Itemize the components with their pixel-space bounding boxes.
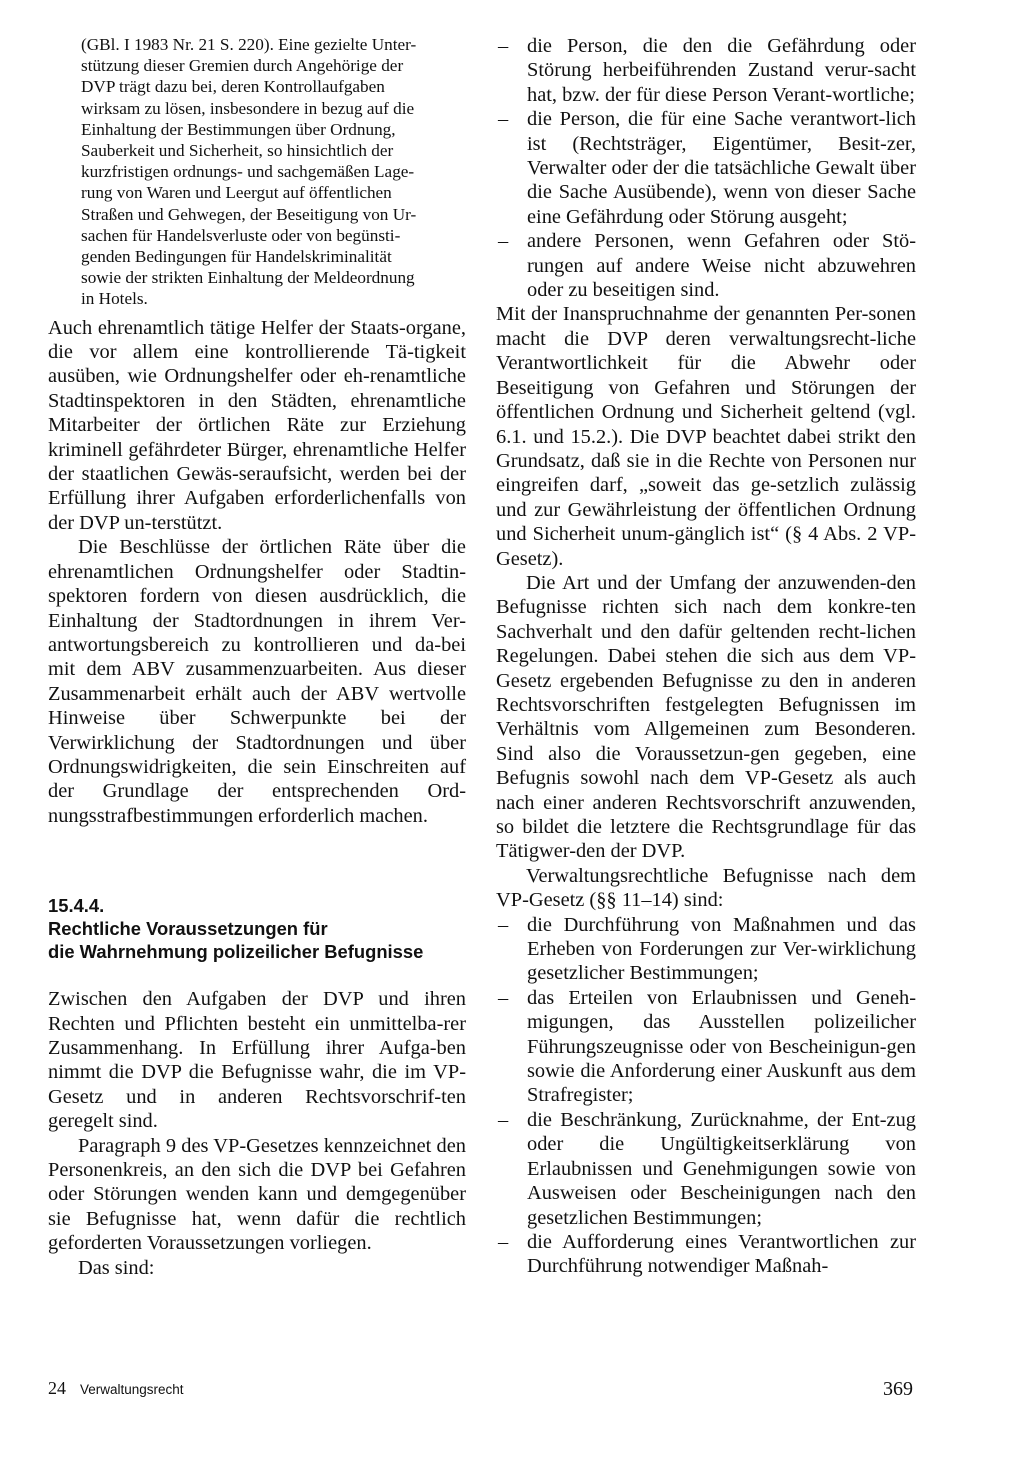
- quote-line: kurzfristigen ordnungs- und sachgemäßen Lage-: [81, 162, 415, 182]
- list-item-text: die Person, die für eine Sache verantwort-lich ist (Rechtsträger, Eigentümer, Besit-zer, Verwalter oder der die tatsächliche Gewalt über die Sache Ausübende), wenn von dieser Sache eine Gefährdung oder Störung ausgeht;: [527, 108, 916, 228]
- dash-bullet: –: [498, 986, 509, 1009]
- section-heading: [48, 894, 466, 963]
- paragraph-aufgaben: Zwischen den Aufgaben der DVP und ihren Rechten und Pflichten besteht ein unmittelba-rer Zusammenhang. In Erfüllung ihrer Aufga-ben nimmt die DVP die Befugnisse wahr, die im VP-Gesetz und in anderen Rechtsvorschrif-ten geregelt sind.: [48, 988, 466, 1133]
- paragraph-das-sind: Das sind:: [78, 1256, 155, 1279]
- quote-line: sachen für Handelsverluste oder von begünsti-: [81, 225, 401, 245]
- quote-line: sowie der strikten Einhaltung der Meldeordnung: [81, 268, 415, 288]
- quote-line: DVP trägt dazu bei, deren Kontrollaufgaben: [81, 77, 385, 97]
- right-column: [496, 34, 916, 1279]
- section-title-line: Rechtliche Voraussetzungen für: [48, 918, 328, 940]
- quote-line: stützung dieser Gremien durch Angehörige der: [81, 56, 404, 76]
- paragraph-helpers: Auch ehrenamtlich tätige Helfer der Staats-organe, die vor allem eine kontrollierende Tä-tigkeit ausüben, wie Ordnungshelfer oder eh-renamtliche Stadtinspektoren in den Städten, ehrenamtliche Mitarbeiter der örtlichen Räte zur Erziehung kriminell gefährdeter Bürger, ehrenamtliche Helfer der staatlichen Gewäs-seraufsicht, werden bei der Erfüllung ihrer Aufgaben erforderlichenfalls von der DVP un-terstützt.: [48, 316, 466, 534]
- list-item-text: die Person, die den die Gefährdung oder Störung herbeiführenden Zustand verur-sacht hat, bzw. der für diese Person Verant-wortliche;: [527, 35, 916, 106]
- befugnisse-list: [496, 913, 916, 1279]
- list-item: [496, 229, 916, 302]
- persons-list: [496, 34, 916, 302]
- quote-line: genden Bedingungen für Handelskriminalität: [81, 247, 392, 267]
- paragraph-art-umfang: Die Art und der Umfang der anzuwenden-den Befugnisse richten sich nach dem konkre-ten Sachverhalt und den dafür geltenden recht-lichen Regelungen. Dabei stehen die sich aus dem VP-Gesetz ergebenden Befugnisse zu den in anderen Rechtsvorschriften festgelegten Befugnissen im Verhältnis vom Allgemeinen zum Besonderen. Sind also die Voraussetzun-gen gegeben, eine Befugnis sowohl nach dem VP-Gesetz als auch nach einer anderen Rechtsvorschrift anzuwenden, so bildet die letztere die Rechtsgrundlage für das Tätigwer-den der DVP.: [496, 571, 916, 863]
- section-title-line: die Wahrnehmung polizeilicher Befugnisse: [48, 941, 424, 963]
- section-number: 15.4.4.: [48, 895, 105, 917]
- list-item: [496, 986, 916, 1108]
- quote-line: Straßen und Gehwegen, der Beseitigung von Ur-: [81, 204, 417, 224]
- left-column: [48, 34, 466, 1280]
- list-item: [496, 1108, 916, 1230]
- quote-line: Einhaltung der Bestimmungen über Ordnung,: [81, 119, 396, 139]
- dash-bullet: –: [498, 1230, 509, 1253]
- list-item-text: die Durchführung von Maßnahmen und das Erheben von Forderungen zur Ver-wirklichung gesetzlicher Bestimmungen;: [527, 913, 916, 985]
- list-item-text: andere Personen, wenn Gefahren oder Stö-rungen auf andere Weise nicht abzuwehren oder zu beseitigen sind.: [527, 230, 916, 302]
- quote-line: in Hotels.: [81, 289, 148, 309]
- quote-line: rung von Waren und Leergut auf öffentlichen: [81, 183, 392, 203]
- paragraph-beschluesse: Die Beschlüsse der örtlichen Räte über die ehrenamtlichen Ordnungshelfer oder Stadtin-spektoren fordern von diesen ausdrücklich, die Einhaltung der Stadtordnungen in ihrem Ver-antwortungsbereich zu kontrollieren und da-bei mit dem ABV zusammenzuarbeiten. Aus dieser Zusammenarbeit erhält auch der ABV wertvolle Hinweise über Schwerpunkte bei der Verwirklichung der Stadtordnungen und über Ordnungswidrigkeiten, die sein Einschreiten auf der Grundlage der entsprechenden Ord-nungsstrafbestimmungen erforderlich machen.: [48, 536, 466, 827]
- running-head: Verwaltungsrecht: [80, 1382, 184, 1397]
- paragraph-befugnisse-intro: Verwaltungsrechtliche Befugnisse nach dem VP-Gesetz (§§ 11–14) sind:: [496, 864, 916, 912]
- footer-signature: [48, 1378, 184, 1399]
- dash-bullet: –: [498, 230, 509, 253]
- dash-bullet: –: [498, 1108, 509, 1131]
- list-item-text: die Beschränkung, Zurücknahme, der Ent-zug oder die Ungültigkeitserklärung von Erlaubnissen und Genehmigungen sowie von Ausweisen oder Bescheinigungen nach den gesetzlichen Bestimmungen;: [527, 1108, 916, 1229]
- list-item-text: das Erteilen von Erlaubnissen und Geneh-migungen, das Ausstellen polizeilicher Führungszeugnisse oder von Bescheinigun-gen sowie die Anforderung einer Auskunft aus dem Strafregister;: [527, 986, 916, 1107]
- signature-mark: 24: [48, 1378, 66, 1398]
- dash-bullet: –: [498, 913, 509, 936]
- paragraph-paragraph9: Paragraph 9 des VP-Gesetzes kennzeichnet den Personenkreis, an den sich die DVP bei Gefahren oder Störungen wenden kann und demgegenüber sie Befugnisse hat, wenn dafür die rechtlich geforderten Voraussetzungen vorliegen.: [48, 1134, 466, 1255]
- quote-line: Sauberkeit und Sicherheit, so hinsichtlich der: [81, 141, 394, 161]
- list-item: [496, 1230, 916, 1279]
- paragraph-inanspruchnahme: Mit der Inanspruchnahme der genannten Per-sonen macht die DVP deren verwaltungsrecht-liche Verantwortlichkeit für die Abwehr oder Beseitigung von Gefahren und Störungen der öffentlichen Ordnung und Sicherheit geltend (vgl. 6.1. und 15.2.). Die DVP beachtet dabei strikt den Grundsatz, daß sie in die Rechte von Personen nur eingreifen darf, „soweit das ge-setzlich zulässig und zur Gewährleistung der öffentlichen Ordnung und Sicherheit unum-gänglich ist“ (§ 4 Abs. 2 VP-Gesetz).: [496, 303, 916, 570]
- list-item: [496, 34, 916, 107]
- list-item: [496, 913, 916, 986]
- quote-block: [48, 34, 466, 310]
- quote-line: (GBl. I 1983 Nr. 21 S. 220). Eine gezielte Unter-: [81, 35, 417, 54]
- list-item: [496, 107, 916, 229]
- list-item-text: die Aufforderung eines Verantwortlichen zur Durchführung notwendiger Maßnah-: [527, 1230, 916, 1278]
- dash-bullet: –: [498, 108, 509, 131]
- dash-bullet: –: [498, 35, 509, 57]
- quote-line: wirksam zu lösen, insbesondere in bezug auf die: [81, 98, 415, 118]
- page-number: 369: [883, 1378, 913, 1400]
